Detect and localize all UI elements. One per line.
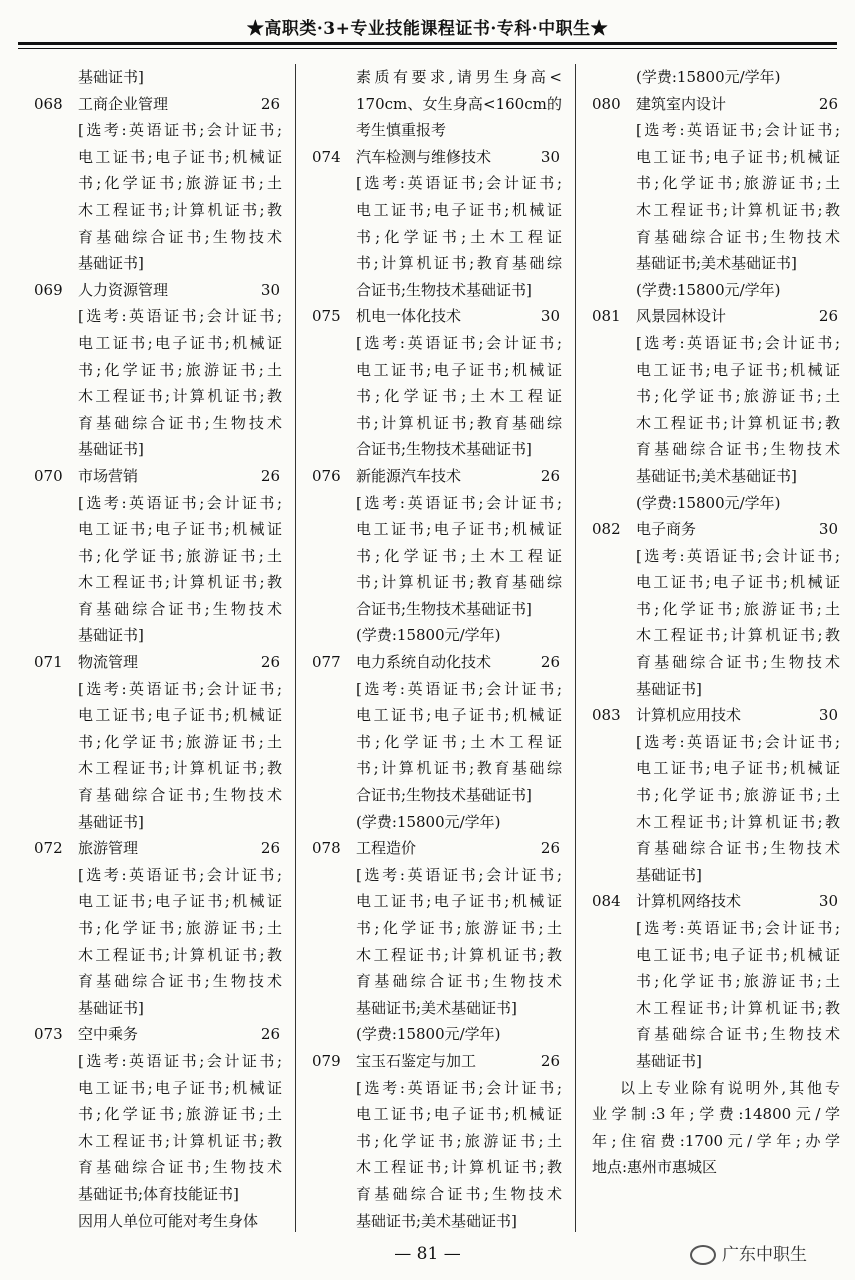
major-entry <box>592 91 840 304</box>
certificate-notes <box>34 676 282 836</box>
major-heading <box>592 888 840 915</box>
header-rule-thick <box>18 42 837 45</box>
continuation-text <box>34 64 282 91</box>
major-heading <box>34 649 282 676</box>
text-line: 育基础综合证书;生物技术 <box>78 227 282 246</box>
text-line: 书;化学证书;旅游证书;土 <box>78 732 282 751</box>
text-line: 电工证书;电子证书;机械证 <box>356 892 562 911</box>
major-code: 083 <box>592 706 621 725</box>
column-1 <box>34 64 282 1239</box>
text-line: 书;化学证书;土木工程证 <box>356 546 562 565</box>
text-line: [选考:英语证书;会计证书; <box>636 732 840 751</box>
major-code: 081 <box>592 307 621 326</box>
major-heading <box>312 144 562 171</box>
major-heading <box>592 516 840 543</box>
text-line: 电工证书;电子证书;机械证 <box>636 360 840 379</box>
text-line: 书;化学证书;旅游证书;土 <box>636 972 840 991</box>
major-entry <box>592 702 840 888</box>
major-heading <box>312 1048 562 1075</box>
text-line: 合证书;生物技术基础证书] <box>356 599 532 618</box>
certificate-notes <box>592 117 840 303</box>
text-line: 育基础综合证书;生物技术 <box>636 440 840 459</box>
major-code: 068 <box>34 94 63 113</box>
text-line: 书;化学证书;旅游证书;土 <box>78 360 282 379</box>
certificate-notes <box>34 1048 282 1234</box>
text-line: 业学制:3年;学费:14800元/学 <box>592 1105 840 1124</box>
major-code: 079 <box>312 1051 341 1070</box>
major-code: 078 <box>312 839 341 858</box>
text-line: 书;化学证书;土木工程证 <box>356 732 562 751</box>
major-name: 宝玉石鉴定与加工 <box>356 1051 477 1070</box>
major-entry <box>592 516 840 702</box>
text-line: [选考:英语证书;会计证书; <box>78 1051 282 1070</box>
text-line: 基础证书;美术基础证书] <box>356 998 517 1017</box>
watermark <box>690 1240 807 1265</box>
text-line: [选考:英语证书;会计证书; <box>356 174 562 193</box>
major-entry <box>312 1048 562 1234</box>
wechat-icon <box>690 1245 716 1265</box>
text-line: [选考:英语证书;会计证书; <box>78 121 282 140</box>
enrollment-count: 26 <box>260 653 280 672</box>
major-name: 风景园林设计 <box>636 307 727 326</box>
major-entry <box>34 835 282 1021</box>
text-line: [选考:英语证书;会计证书; <box>78 679 282 698</box>
text-line: 基础证书] <box>78 812 144 831</box>
text-line: [选考:英语证书;会计证书; <box>636 919 840 937</box>
text-line: 书;化学证书;旅游证书;土 <box>78 919 282 937</box>
major-code: 069 <box>34 280 63 299</box>
text-line: [选考:英语证书;会计证书; <box>356 1078 562 1097</box>
text-line: 育基础综合证书;生物技术 <box>78 786 282 805</box>
major-heading <box>592 702 840 729</box>
major-heading <box>312 835 562 862</box>
text-line: 合证书;生物技术基础证书] <box>356 440 532 459</box>
major-code: 080 <box>592 94 621 113</box>
text-line: 书;计算机证书;教育基础综 <box>356 254 562 273</box>
certificate-notes <box>34 490 282 650</box>
text-line: 电工证书;电子证书;机械证 <box>78 892 282 911</box>
major-name: 人力资源管理 <box>78 280 169 299</box>
text-line: 书;化学证书;旅游证书;土 <box>356 1131 562 1150</box>
text-line: 书;化学证书;旅游证书;土 <box>636 387 840 406</box>
page-number: — 81 — <box>394 1244 461 1264</box>
enrollment-count: 26 <box>540 839 560 858</box>
major-heading <box>34 1021 282 1048</box>
major-name: 市场营销 <box>78 466 139 485</box>
text-line: 基础证书] <box>78 998 144 1017</box>
major-heading <box>592 303 840 330</box>
major-heading <box>592 91 840 118</box>
text-line: 育基础综合证书;生物技术 <box>636 1025 840 1044</box>
text-line: 电工证书;电子证书;机械证 <box>356 360 562 379</box>
text-line: 书;计算机证书;教育基础综 <box>356 759 562 778</box>
text-line: 电工证书;电子证书;机械证 <box>356 520 562 539</box>
enrollment-count: 30 <box>540 147 560 166</box>
major-entry <box>312 649 562 835</box>
certificate-notes <box>592 543 840 703</box>
enrollment-count: 26 <box>540 466 560 485</box>
major-entry <box>312 144 562 304</box>
text-line: (学费:15800元/学年) <box>356 1025 501 1044</box>
text-line: 育基础综合证书;生物技术 <box>636 227 840 246</box>
major-heading <box>312 649 562 676</box>
certificate-notes <box>592 330 840 516</box>
text-line: 170cm、女生身高<160cm的 <box>356 94 562 113</box>
major-code: 070 <box>34 466 63 485</box>
text-line: 因用人单位可能对考生身体 <box>78 1211 259 1230</box>
major-heading <box>312 303 562 330</box>
text-line: 木工程证书;计算机证书;教 <box>78 945 282 964</box>
text-line: 年;住宿费:1700元/学年;办学 <box>592 1131 840 1150</box>
text-line: 电工证书;电子证书;机械证 <box>78 1078 282 1097</box>
text-line: 基础证书] <box>636 1051 702 1070</box>
major-entry <box>34 649 282 835</box>
major-heading <box>34 277 282 304</box>
major-entry <box>592 888 840 1074</box>
certificate-notes <box>312 1075 562 1235</box>
text-line: 电工证书;电子证书;机械证 <box>78 706 282 725</box>
text-line: [选考:英语证书;会计证书; <box>636 121 840 140</box>
enrollment-count: 30 <box>818 892 838 911</box>
major-code: 077 <box>312 653 341 672</box>
text-line: (学费:15800元/学年) <box>356 626 501 645</box>
text-line: [选考:英语证书;会计证书; <box>78 865 282 884</box>
enrollment-count: 26 <box>540 653 560 672</box>
text-line: (学费:15800元/学年) <box>356 812 501 831</box>
text-line: 合证书;生物技术基础证书] <box>356 280 532 299</box>
text-line: [选考:英语证书;会计证书; <box>78 307 282 326</box>
text-line: [选考:英语证书;会计证书; <box>78 493 282 512</box>
text-line: 书;化学证书;旅游证书;土 <box>78 174 282 193</box>
major-name: 机电一体化技术 <box>356 307 462 326</box>
text-line: 基础证书;体育技能证书] <box>78 1184 239 1203</box>
text-line: 育基础综合证书;生物技术 <box>78 972 282 991</box>
major-name: 新能源汽车技术 <box>356 466 462 485</box>
text-line: 木工程证书;计算机证书;教 <box>78 573 282 592</box>
certificate-notes <box>312 676 562 836</box>
text-line: 电工证书;电子证书;机械证 <box>356 200 562 219</box>
text-line: 木工程证书;计算机证书;教 <box>636 812 840 831</box>
text-line: 书;计算机证书;教育基础综 <box>356 413 562 432</box>
certificate-notes <box>34 862 282 1022</box>
major-name: 工程造价 <box>356 839 417 858</box>
text-line: 育基础综合证书;生物技术 <box>78 1158 282 1177</box>
major-name: 物流管理 <box>78 653 139 672</box>
text-line: 育基础综合证书;生物技术 <box>356 1184 562 1203</box>
certificate-notes <box>592 729 840 889</box>
text-line: 木工程证书;计算机证书;教 <box>356 1158 562 1177</box>
header-rule-thin <box>18 48 837 49</box>
text-line: [选考:英语证书;会计证书; <box>356 679 562 698</box>
text-line: 地点:惠州市惠城区 <box>592 1158 718 1177</box>
text-line: [选考:英语证书;会计证书; <box>356 493 562 512</box>
major-name: 工商企业管理 <box>78 94 169 113</box>
major-name: 计算机应用技术 <box>636 706 742 725</box>
text-line: 电工证书;电子证书;机械证 <box>356 706 562 725</box>
major-entry <box>34 91 282 277</box>
text-line: 电工证书;电子证书;机械证 <box>78 147 282 166</box>
certificate-notes <box>312 862 562 1048</box>
major-entry <box>34 1021 282 1234</box>
text-line: 书;化学证书;旅游证书;土 <box>636 599 840 618</box>
text-line: 木工程证书;计算机证书;教 <box>356 945 562 964</box>
column-divider <box>295 64 296 1232</box>
column-divider <box>575 64 576 1232</box>
certificate-notes <box>34 117 282 277</box>
major-heading <box>34 91 282 118</box>
certificate-notes <box>592 915 840 1075</box>
enrollment-count: 26 <box>540 1051 560 1070</box>
major-code: 074 <box>312 147 341 166</box>
major-entry <box>592 303 840 516</box>
text-line: 木工程证书;计算机证书;教 <box>636 200 840 219</box>
text-line: 合证书;生物技术基础证书] <box>356 786 532 805</box>
text-line: 电工证书;电子证书;机械证 <box>636 147 840 166</box>
text-line: 基础证书;美术基础证书] <box>636 254 797 273</box>
text-line: 木工程证书;计算机证书;教 <box>78 1131 282 1150</box>
text-line: 育基础综合证书;生物技术 <box>78 599 282 618</box>
text-line: [选考:英语证书;会计证书; <box>356 333 562 352</box>
text-line: 素质有要求,请男生身高< <box>356 68 562 86</box>
text-line: 考生慎重报考 <box>356 121 447 140</box>
major-entry <box>34 463 282 649</box>
text-line: 木工程证书;计算机证书;教 <box>636 626 840 645</box>
major-code: 072 <box>34 839 63 858</box>
major-name: 电子商务 <box>636 520 697 539</box>
major-entry <box>312 835 562 1048</box>
text-line: 基础证书;美术基础证书] <box>356 1211 517 1230</box>
major-heading <box>312 463 562 490</box>
text-line: 育基础综合证书;生物技术 <box>78 413 282 432</box>
text-line: 电工证书;电子证书;机械证 <box>78 333 282 352</box>
text-line: 育基础综合证书;生物技术 <box>356 972 562 991</box>
major-name: 汽车检测与维修技术 <box>356 147 492 166</box>
text-line: 以上专业除有说明外,其他专 <box>620 1078 840 1097</box>
text-line: 电工证书;电子证书;机械证 <box>78 520 282 539</box>
text-line: 基础证书;美术基础证书] <box>636 466 797 485</box>
major-code: 084 <box>592 892 621 911</box>
major-heading <box>34 835 282 862</box>
major-code: 075 <box>312 307 341 326</box>
column-3 <box>592 64 840 1239</box>
enrollment-count: 30 <box>818 520 838 539</box>
major-code: 071 <box>34 653 63 672</box>
text-line: [选考:英语证书;会计证书; <box>636 546 840 565</box>
text-line: 木工程证书;计算机证书;教 <box>78 759 282 778</box>
closing-paragraph <box>592 1075 840 1181</box>
major-name: 空中乘务 <box>78 1025 139 1044</box>
enrollment-count: 26 <box>818 94 838 113</box>
enrollment-count: 26 <box>260 839 280 858</box>
text-line: 电工证书;电子证书;机械证 <box>356 1105 562 1124</box>
major-name: 建筑室内设计 <box>636 94 727 113</box>
text-line: 电工证书;电子证书;机械证 <box>636 759 840 778</box>
watermark-text: 广东中职生 <box>722 1245 807 1265</box>
text-line: 书;化学证书;旅游证书;土 <box>78 1105 282 1124</box>
text-line: 育基础综合证书;生物技术 <box>636 839 840 858</box>
text-line: 基础证书] <box>78 68 144 86</box>
text-line: 基础证书] <box>78 440 144 459</box>
text-line: (学费:15800元/学年) <box>636 68 781 86</box>
major-name: 旅游管理 <box>78 839 139 858</box>
continuation-text <box>592 64 840 91</box>
certificate-notes <box>312 170 562 303</box>
major-entry <box>34 277 282 463</box>
major-heading <box>34 463 282 490</box>
major-entry <box>312 463 562 649</box>
text-line: [选考:英语证书;会计证书; <box>356 865 562 884</box>
continuation-text <box>312 64 562 144</box>
text-line: 木工程证书;计算机证书;教 <box>78 200 282 219</box>
enrollment-count: 30 <box>540 307 560 326</box>
column-2 <box>312 64 562 1239</box>
certificate-notes <box>34 303 282 463</box>
text-line: 电工证书;电子证书;机械证 <box>636 573 840 592</box>
certificate-notes <box>312 330 562 463</box>
text-line: 电工证书;电子证书;机械证 <box>636 945 840 964</box>
text-line: 基础证书] <box>78 254 144 273</box>
text-line: 书;化学证书;旅游证书;土 <box>636 786 840 805</box>
major-code: 082 <box>592 520 621 539</box>
enrollment-count: 26 <box>818 307 838 326</box>
major-name: 电力系统自动化技术 <box>356 653 492 672</box>
major-code: 073 <box>34 1025 63 1044</box>
text-line: [选考:英语证书;会计证书; <box>636 333 840 352</box>
certificate-notes <box>312 490 562 650</box>
text-line: 书;化学证书;土木工程证 <box>356 227 562 246</box>
text-line: 书;化学证书;旅游证书;土 <box>356 919 562 937</box>
enrollment-count: 26 <box>260 466 280 485</box>
text-line: 育基础综合证书;生物技术 <box>636 653 840 672</box>
text-line: 木工程证书;计算机证书;教 <box>78 387 282 406</box>
text-line: 基础证书] <box>636 865 702 884</box>
text-line: (学费:15800元/学年) <box>636 493 781 512</box>
major-entry <box>312 303 562 463</box>
major-name: 计算机网络技术 <box>636 892 742 911</box>
text-line: 书;化学证书;旅游证书;土 <box>636 174 840 193</box>
text-line: 木工程证书;计算机证书;教 <box>636 998 840 1017</box>
page-header-title: ★高职类·3+专业技能课程证书·专科·中职生★ <box>246 19 609 39</box>
enrollment-count: 26 <box>260 94 280 113</box>
text-line: 书;化学证书;土木工程证 <box>356 387 562 406</box>
text-line: 基础证书] <box>78 626 144 645</box>
enrollment-count: 30 <box>818 706 838 725</box>
text-line: (学费:15800元/学年) <box>636 280 781 299</box>
major-code: 076 <box>312 466 341 485</box>
text-line: 书;计算机证书;教育基础综 <box>356 573 562 592</box>
text-line: 基础证书] <box>636 679 702 698</box>
text-line: 书;化学证书;旅游证书;土 <box>78 546 282 565</box>
text-line: 木工程证书;计算机证书;教 <box>636 413 840 432</box>
enrollment-count: 26 <box>260 1025 280 1044</box>
enrollment-count: 30 <box>260 280 280 299</box>
